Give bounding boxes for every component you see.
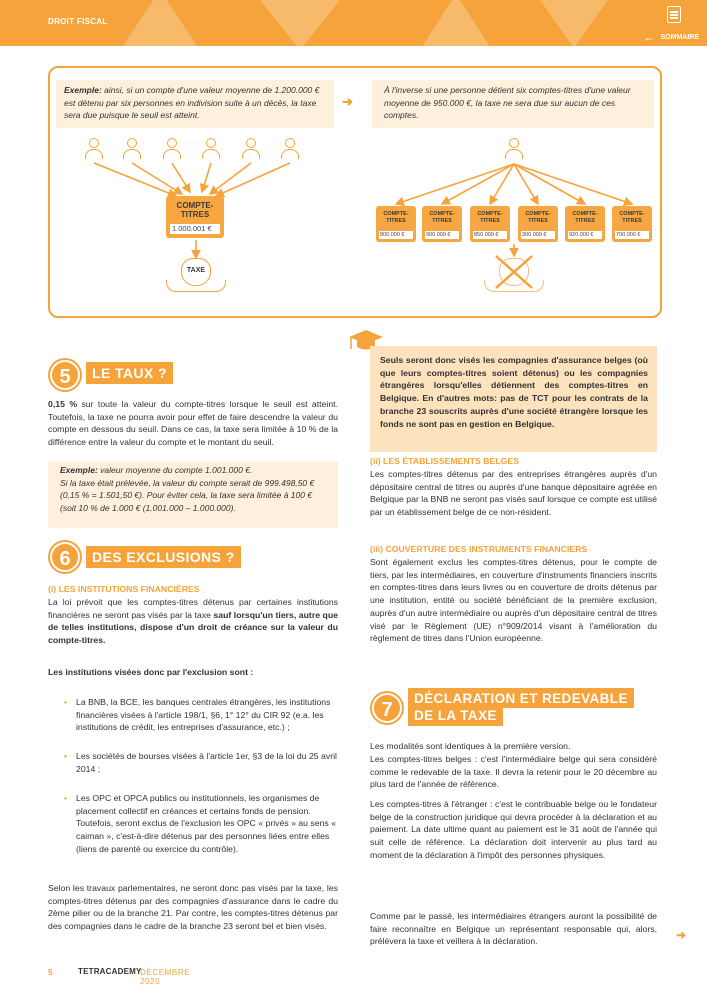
- prev-next-arrows[interactable]: ← →: [643, 30, 655, 58]
- list-item: • Les OPC et OPCA publics ou institutionnels, les organismes de placement collectif en créances et certains fonds de pension. Toutefois, seront exclus de l'exclusion les OPC « privés » au sens « caiman », c'est-à-dire détenus par des personnes liées entre elles (liens de parenté ou exercice du contrôle).: [76, 792, 338, 856]
- example-label: Exemple:: [60, 465, 98, 475]
- cross-icon: [492, 252, 536, 292]
- section-title: DES EXCLUSIONS ?: [86, 546, 241, 568]
- comptes-etranger-paragraph: Les comptes-titres à l'étranger : c'est le contribuable belge ou le fondateur belge de la construction juridique qui devra procéder à la déclaration et au paiement. La date ultime quant au paiement est le 31 août de l'année qui suit celle de référence. La déclaration doit intervenir au plus tard au moment de la déclaration à l'impôt des personnes physiques.: [370, 799, 657, 860]
- folder-value: 850.000 €: [473, 231, 507, 239]
- folder-label: COMPTE-TITRES: [572, 211, 598, 224]
- etablissements-paragraph: Les comptes-titres détenus par des entreprises étrangères auprès d'un dépositaire central de titres ou auprès d'une banque dépositaire agréée en Belgique par la BNB ne seront pas visés sauf lorsque ce compte est utilisé par un établissement belge de ce non-résident.: [370, 469, 657, 518]
- folder-label: COMPTE-TITRES: [383, 211, 409, 224]
- small-compte-titres-folder: [518, 206, 558, 242]
- sommaire-link[interactable]: SOMMAIRE: [660, 34, 699, 41]
- taux-rate: 0,15 %: [48, 399, 78, 409]
- big-compte-titres-folder: [166, 196, 224, 238]
- diagram-arrows: [0, 0, 707, 330]
- folder-value: 800.000 €: [379, 231, 413, 239]
- folder-value: 920.000 €: [568, 231, 602, 239]
- section-title: LE TAUX ?: [86, 362, 173, 384]
- subheading: (i) LES INSTITUTIONS FINANCIÈRES: [48, 584, 200, 594]
- page-number: 5: [48, 968, 53, 977]
- example-right-text: À l'inverse si une personne détient six comptes-titres d'une valeur moyenne de 950.000 €, la taxe ne sera due sur aucun de ces comptes.: [384, 85, 631, 120]
- list-item: • Les sociétés de bourses visées à l'article 1er, §3 de la loi du 25 avril 2014 ;: [76, 750, 338, 775]
- hand-icon: [166, 280, 226, 292]
- note-text: Seuls seront donc visés les compagnies d'assurance belges (où que leurs comptes-titres soient détenus) ou les compagnies étrangères lorsqu'elles détiennent des comptes-titres en Belgique. En d'autres mots: pas de TCT pour les contrats de la branche 23 souscrits auprès d'une société étrangère lorsque les fonds ne sont pas en gestion en Belgique.: [380, 355, 648, 429]
- taux-paragraph: [48, 398, 338, 449]
- section-title: [408, 688, 634, 708]
- person-icon: [504, 138, 524, 160]
- small-compte-titres-folder: [470, 206, 510, 242]
- exclusion-paragraph: [48, 596, 338, 647]
- folder-value: 300.000 €: [521, 231, 555, 239]
- folder-label: COMPTE-TITRES: [525, 211, 551, 224]
- exclusion-bold-text: sauf lorsqu'un tiers, autre que de telles institutions, dispose d'un droit de créance sur la valeur du compte-titres.: [48, 609, 338, 646]
- small-compte-titres-folder: [422, 206, 462, 242]
- intermediaires-paragraph: Comme par le passé, les intermédiaires étrangers auront la possibilité de faire reconnaître en Belgique un représentant responsable qui, alors, prélèvera la taxe et veillera à la déclaration.: [370, 911, 657, 947]
- example-label: Exemple:: [64, 85, 102, 95]
- folder-label: COMPTE-TITRES: [429, 211, 455, 224]
- taxe-label: TAXE: [186, 267, 206, 274]
- arrow-right-icon: ➜: [342, 94, 353, 109]
- travaux-paragraph: Selon les travaux parlementaires, ne seront donc pas visés par la taxe, les comptes-titres détenus par des compagnies d'assurance dans le cadre du 2ème pilier ou de la branche 21. Par contre, les comptes-titres détenus par des compagnies dans le cadre de la branche 23 seront bel et bien visés.: [48, 883, 338, 932]
- exclusion-text: La loi prévoit que les comptes-titres détenus par certaines institutions financières ne seront pas visés par la taxe: [48, 597, 338, 620]
- folder-value: 900.000 €: [425, 231, 459, 239]
- small-compte-titres-folder: [376, 206, 416, 242]
- folder-value: 700.000 €: [615, 231, 649, 239]
- example-left-text: ainsi, si un compte d'une valeur moyenne de 1.200.000 € est détenu par six personnes en indivision suite à un décès, la taxe sera due puisque le seuil est atteint.: [64, 85, 320, 120]
- small-compte-titres-folder: [565, 206, 605, 242]
- example-text: valeur moyenne du compte 1.001.000 €.: [97, 465, 253, 475]
- taux-text: sur toute la valeur du compte-titres lorsque le seuil est atteint. Toutefois, la taxe ne pourra avoir pour effet de faire descendre la valeur du compte en dessous du seuil. Dans ce cas, la taxe sera limitée à 10 % de la différence entre la valeur du compte et le montant du seuil.: [48, 399, 339, 448]
- next-page-arrow-icon[interactable]: ➜: [676, 928, 687, 942]
- institutions-heading: Les institutions visées donc par l'exclusion sont :: [48, 667, 254, 677]
- folder-label: COMPTE-TITRES: [477, 211, 503, 224]
- brand-logo: TETRACADEMY: [78, 967, 142, 976]
- list-item: • La BNB, la BCE, les banques centrales étrangères, les institutions financières visées à l'article 198/1, §6, 1° 12° du CIR 92 (e.a. les institutions de crédit, les entreprises d'assurance, etc.) ;: [76, 696, 338, 734]
- example-text: Si la taxe était prélevée, la valeur du compte serait de 999.498,50 € (0,15 % = 1.501,50 €). Pour éviter cela, la taxe sera limitée à 100 € (soit 10 % de 1.000 € (1.001.000 – 1.000.000).: [60, 477, 315, 513]
- section-number: 6: [50, 542, 80, 572]
- couverture-paragraph: Sont également exclus les comptes-titres détenus, pour le compte de tiers, par les intermédiaires, en couverture d'instruments financiers inscrits en comptes-titres dans leurs livres ou en couverture de droits détenus par une institution, entité ou société bénéficiant de la première exclusion, auprès d'un autre intermédiaire ou auprès d'un dépositaire central de titres visé par le Règlement (UE) n°909/2014 visant à l'amélioration du règlement de titres dans l'Union européenne.: [370, 557, 657, 644]
- section-title: [408, 707, 503, 726]
- section-title-line: DÉCLARATION ET REDEVABLE: [414, 691, 628, 706]
- section-number: 5: [50, 360, 80, 390]
- subheading: (iii) COUVERTURE DES INSTRUMENTS FINANCIERS: [370, 544, 588, 554]
- comptes-belges-paragraph: Les comptes-titres belges : c'est l'intermédiaire belge qui sera considéré comme le redevable de la taxe. Il devra la retenir pour le 20 décembre au plus tard de l'année de référence.: [370, 754, 657, 790]
- section-number: 7: [372, 693, 402, 723]
- issue-date: DÉCEMBRE 2020: [140, 968, 191, 986]
- section-title-line: DE LA TAXE: [414, 708, 497, 723]
- small-compte-titres-folder: [612, 206, 652, 242]
- subheading: (ii) LES ÉTABLISSEMENTS BELGES: [370, 456, 519, 466]
- folder-label: COMPTE-TITRES: [176, 201, 214, 219]
- folder-value: 1.000.001 €: [170, 224, 220, 234]
- folder-label: COMPTE-TITRES: [619, 211, 645, 224]
- modalites-text: Les modalités sont identiques à la première version.: [370, 741, 571, 751]
- taux-example-box: [48, 462, 338, 528]
- section-label: DROIT FISCAL: [48, 17, 108, 26]
